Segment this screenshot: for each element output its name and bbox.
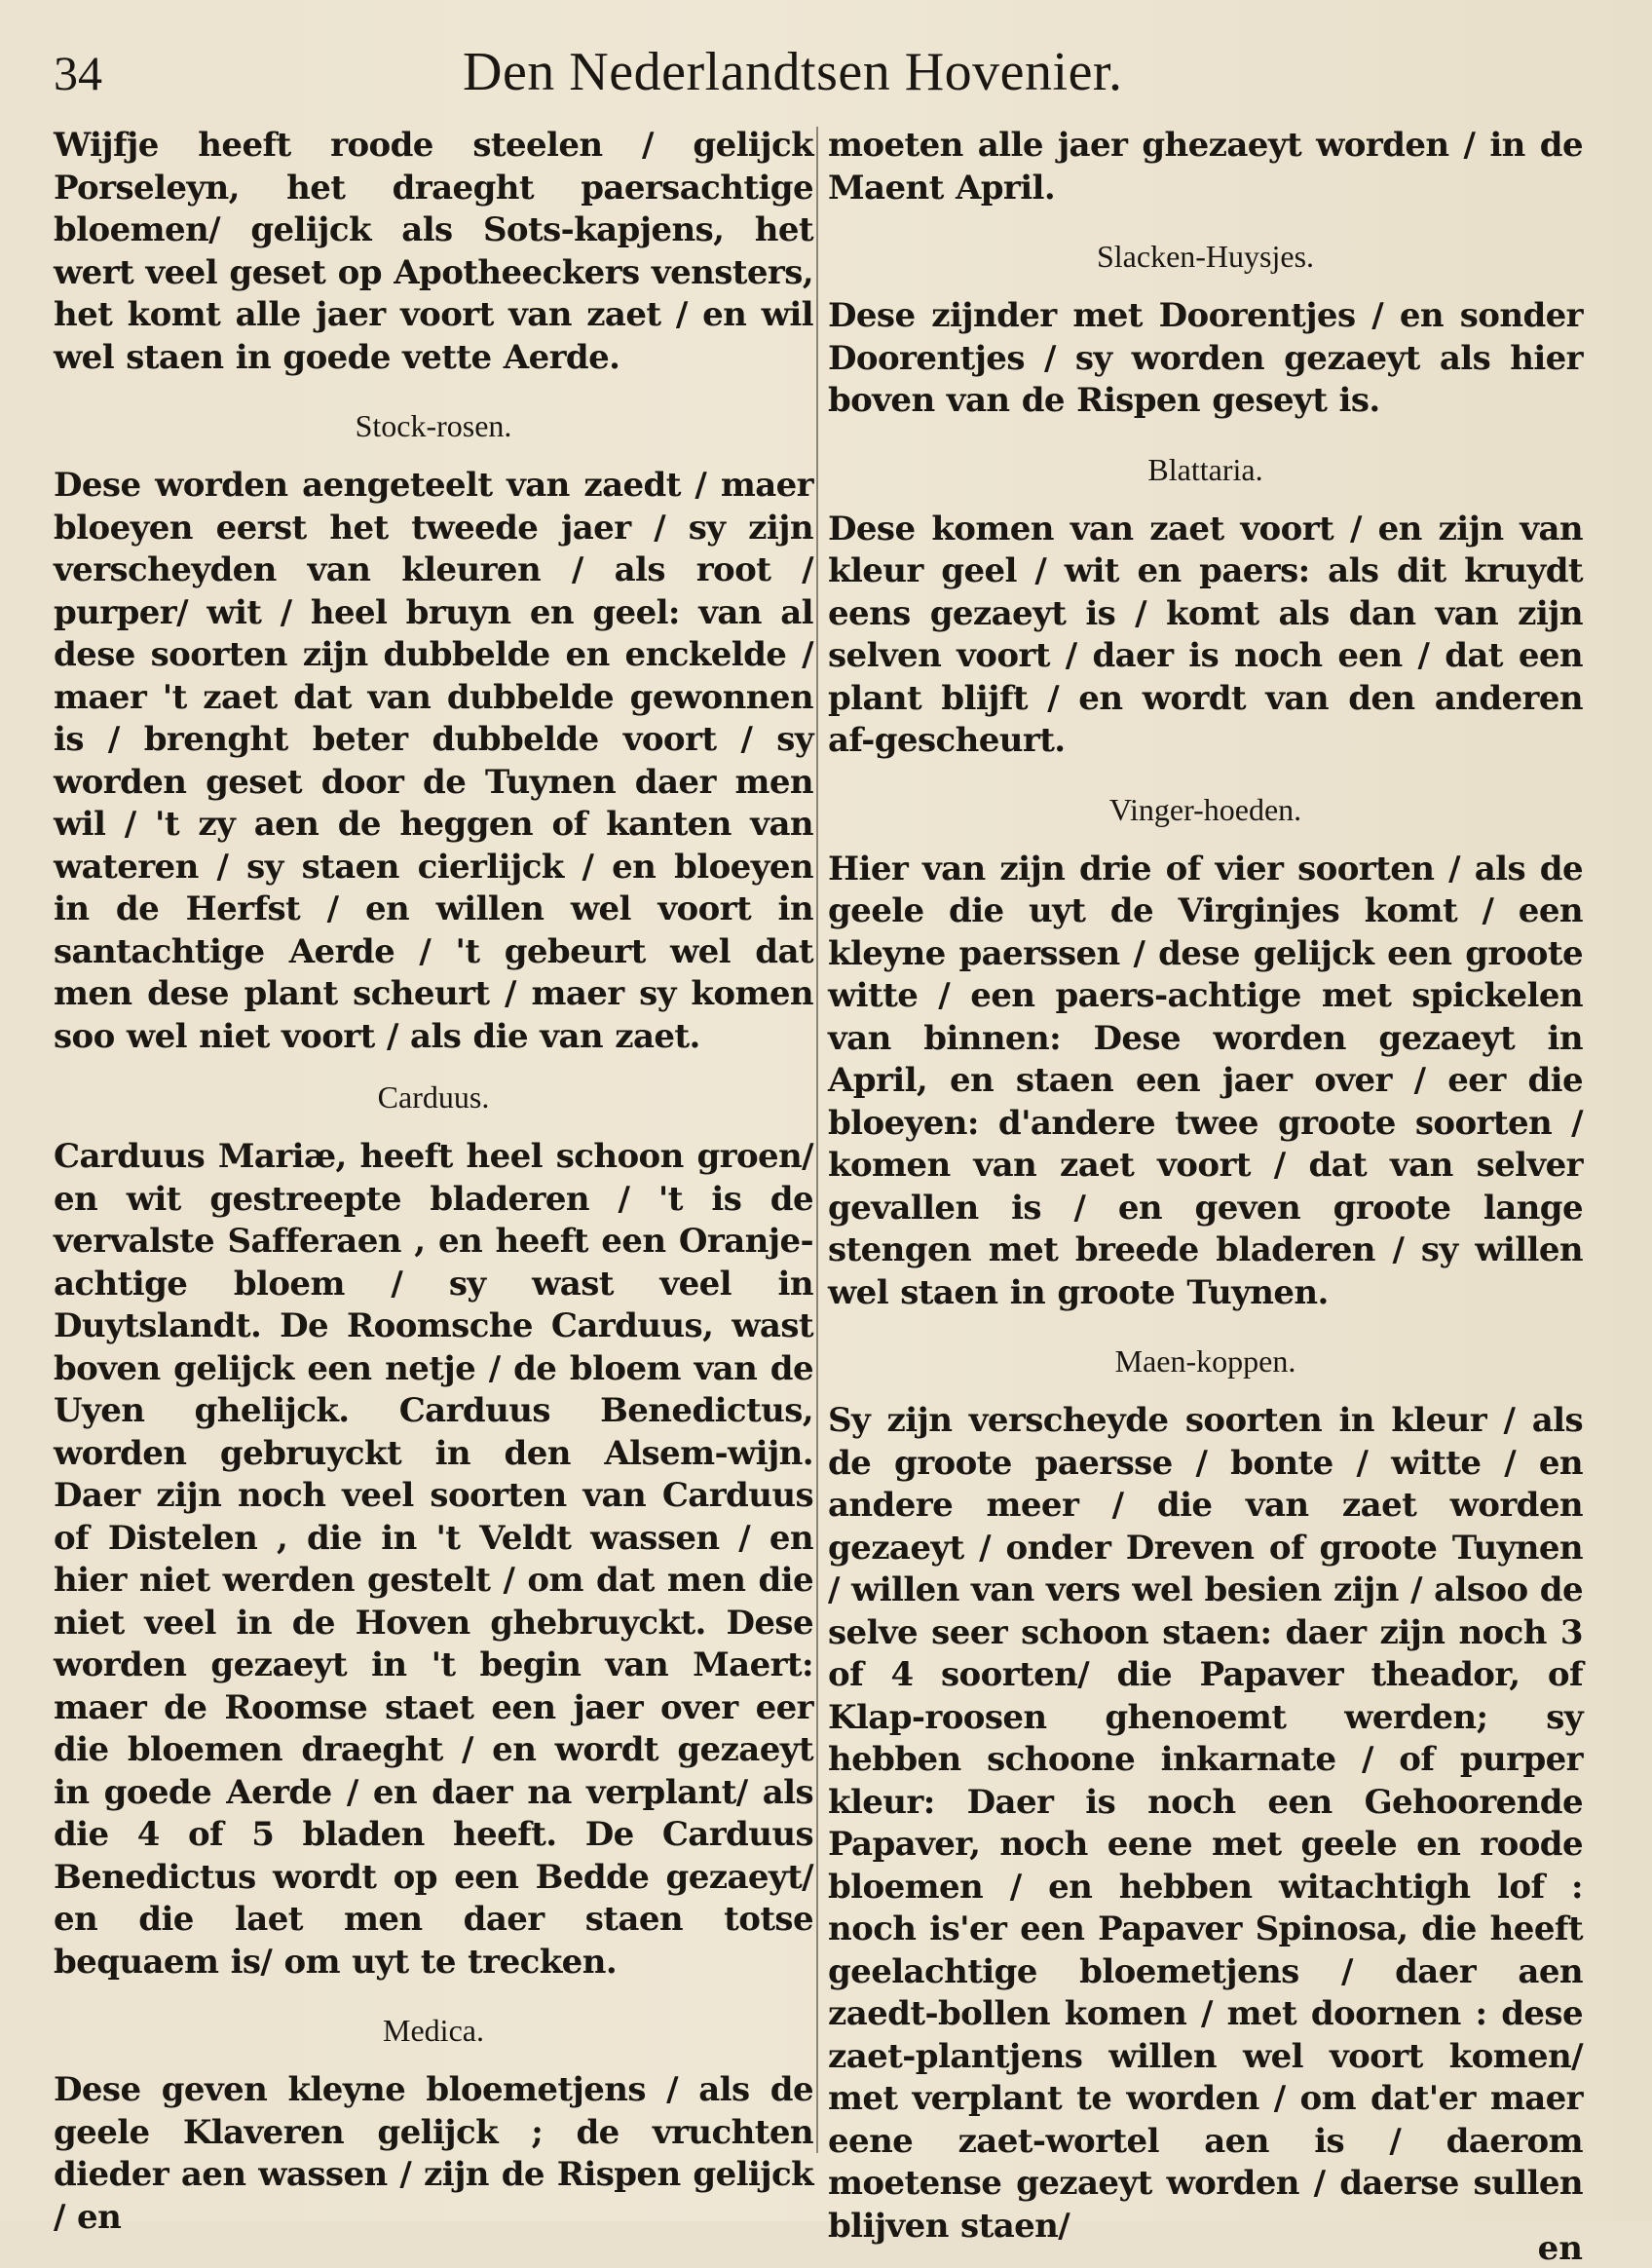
paragraph: Dese komen van zaet voort / en zijn van kleur geel / wit en paers: als dit kruydt eens gezaeyt is / komt als dan van zijn selven voort / daer is noch een / dat een plant blijft / en wordt van den anderen af-gescheurt. bbox=[828, 509, 1583, 760]
paragraph: moeten alle jaer ghezaeyt worden / in de Maent April. bbox=[828, 126, 1583, 208]
page-header bbox=[54, 39, 1593, 107]
section-heading: Slacken-Huysjes. bbox=[1096, 239, 1315, 274]
catchword: en bbox=[1537, 2229, 1583, 2268]
paragraph: Carduus Mariæ, heeft heel schoon groen/ en wit gestreepte bladeren / 't is de vervalste Safferaen , en heeft een Oranje-achtige bloem / sy wast veel in Duytslandt. De Roomsche Carduus, wast boven gelijck een netje / de bloem van de Uyen ghelijck. Carduus Benedictus, worden gebruyckt in den Alsem-wijn. Daer zijn noch veel soorten van Carduus of Distelen , die in 't Veldt wassen / en hier niet werden gestelt / om dat men die niet veel in de Hoven ghebruyckt. Dese worden gezaeyt in 't begin van Maert: maer de Roomse staet een jaer over eer die bloemen draeght / en wordt gezaeyt in goede Aerde / en daer na verplant/ als die 4 of 5 bladen heeft. De Carduus Benedictus wordt op een Bedde gezaeyt/ en die laet men daer staen totse bequaem is/ om uyt te trecken. bbox=[54, 1137, 813, 1982]
paragraph: Hier van zijn drie of vier soorten / als de geele die uyt de Virginjes komt / een kleyne paerssen / dese gelijck een groote witte / een paers-achtige met spickelen van binnen: Dese worden gezaeyt in April, en staen een jaer over / eer die bloeyen: d'andere twee groote soorten / komen van zaet voort / dat van selver gevallen is / en geven groote lange stengen met breede bladeren / sy willen wel staen in groote Tuynen. bbox=[828, 849, 1583, 1312]
section-heading: Maen-koppen. bbox=[1114, 1343, 1296, 1379]
section-heading: Blattaria. bbox=[1147, 451, 1263, 487]
section-heading: Carduus. bbox=[377, 1079, 490, 1115]
left-column bbox=[54, 125, 813, 2239]
paragraph: Dese zijnder met Doorentjes / en sonder Doorentjes / sy worden gezaeyt als hier boven van de Rispen geseyt is. bbox=[828, 296, 1583, 420]
section-heading: Stock-rosen. bbox=[355, 408, 512, 443]
page-number: 34 bbox=[54, 46, 102, 100]
running-title: Den Nederlandtsen Hovenier. bbox=[463, 42, 1123, 102]
column-divider bbox=[816, 127, 818, 2153]
paragraph: Wijfje heeft roode steelen / gelijck Porseleyn, het draeght paersachtige bloemen/ gelijck als Sots-kapjens, het wert veel geset op Apotheeckers vensters, het komt alle jaer voort van zaet / en wil wel staen in goede vette Aerde. bbox=[54, 126, 813, 377]
paragraph: Sy zijn verscheyde soorten in kleur / als de groote paersse / bonte / witte / en andere meer / die van zaet worden gezaeyt / onder Dreven of groote Tuynen / willen van vers wel besien zijn / alsoo de selve seer schoon staen: daer zijn noch 3 of 4 soorten/ die Papaver theador, of Klap-roosen ghenoemt werden; sy hebben schoone inkarnate / of purper kleur: Daer is noch een Gehoorende Papaver, noch eene met geele en roode bloemen / en hebben witachtigh lof : noch is'er een Papaver Spinosa, die heeft geelachtige bloemetjens / daer aen zaedt-bollen komen / met doornen : dese zaet-plantjens willen wel voort komen/ met verplant te worden / om dat'er maer eene zaet-wortel aen is / daerom moetense gezaeyt worden / daerse sullen blijven staen/ bbox=[828, 1401, 1584, 2246]
paragraph: Dese geven kleyne bloemetjens / als de geele Klaveren gelijck ; de vruchten dieder aen wassen / zijn de Rispen gelijck / en bbox=[54, 2070, 813, 2237]
section-heading: Vinger-hoeden. bbox=[1108, 791, 1302, 827]
paragraph: Dese worden aengeteelt van zaedt / maer bloeyen eerst het tweede jaer / sy zijn verscheyden van kleuren / als root / purper/ wit / heel bruyn en geel: van al dese soorten zijn dubbelde en enckelde / maer 't zaet dat van dubbelde gewonnen is / brenght beter dubbelde voort / sy worden geset door de Tuynen daer men wil / 't zy aen de heggen of kanten van wateren / sy staen cierlijck / en bloeyen in de Herfst / en willen wel voort in santachtige Aerde / 't gebeurt wel dat men dese plant scheurt / maer sy komen soo wel niet voort / als die van zaet. bbox=[54, 466, 813, 1056]
right-column bbox=[828, 125, 1584, 2268]
section-heading: Medica. bbox=[383, 2013, 484, 2048]
